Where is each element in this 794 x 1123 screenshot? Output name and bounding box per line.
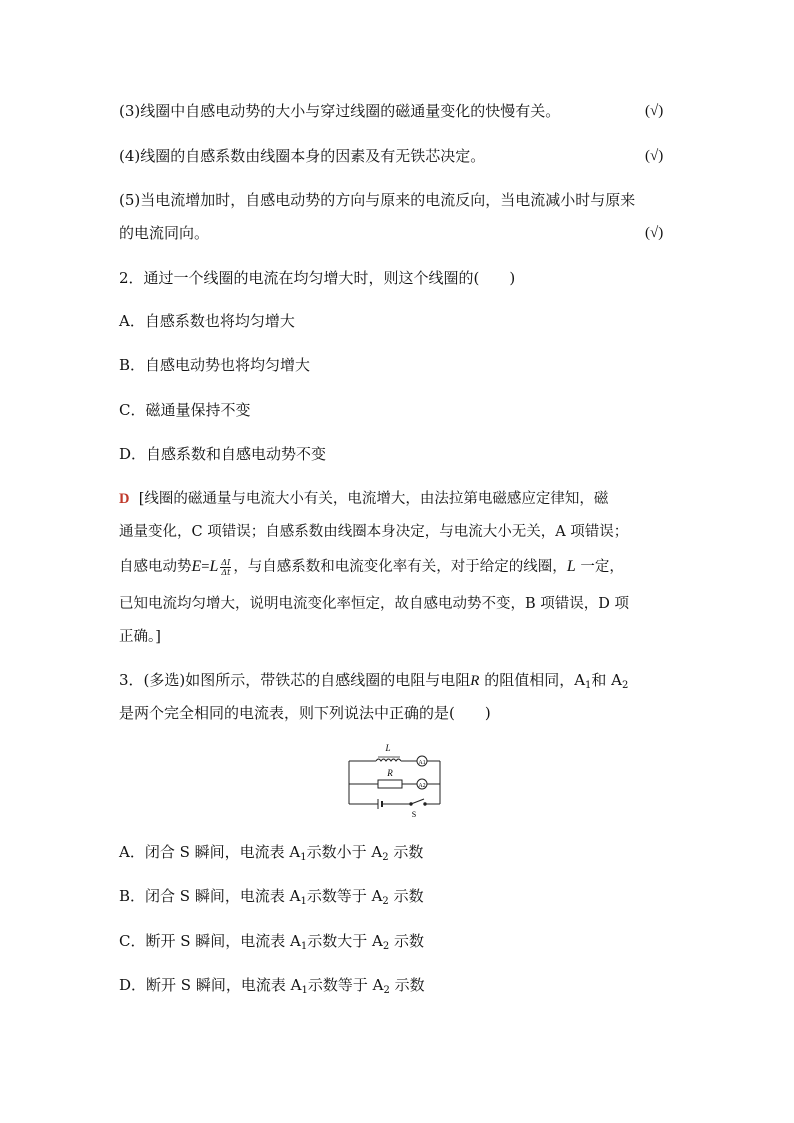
q3-option-d: D．断开 S 瞬间，电流表 $A_1$示数等于 $A_2$ 示数: [119, 976, 425, 996]
q3-option-b: B．闭合 S 瞬间，电流表 $A_1$示数等于 $A_2$ 示数: [119, 887, 424, 907]
q1-item-3: (3)线圈中自感电动势的大小与穿过线圈的磁通量变化的快慢有关。: [119, 102, 561, 120]
q2-explanation-line4: 已知电流均匀增大，说明电流变化率恒定，故自感电动势不变，B 项错误，D 项: [119, 596, 629, 612]
q1-item-4-mark: (√): [645, 148, 664, 164]
label-s: S: [411, 810, 417, 819]
q2-option-b: B．自感电动势也将均匀增大: [119, 356, 311, 374]
label-r: R: [387, 768, 393, 778]
label-a1: A1: [418, 760, 426, 766]
q2-option-c: C．磁通量保持不变: [119, 401, 251, 419]
q2-explanation-line2: 通量变化，C 项错误；自感系数由线圈本身决定，与电流大小无关，A 项错误；: [119, 524, 629, 540]
q3-stem-line2: 是两个完全相同的电流表，则下列说法中正确的是( ): [119, 704, 491, 722]
resistor-r: [378, 780, 402, 788]
label-a2: A2: [418, 783, 426, 789]
q3-stem-line1: 3．(多选)如图所示，带铁芯的自感线圈的电阻与电阻R 的阻值相同，$A_1$和 $A_2$: [119, 671, 629, 691]
rate-fraction: $\frac{\Delta I}{\Delta t}$: [221, 557, 231, 577]
q2-stem: 2．通过一个线圈的电流在均匀增大时，则这个线圈的( ): [119, 269, 516, 287]
q1-item-5-line2: 的电流同向。: [119, 224, 210, 242]
q1-item-4: (4)线圈的自感系数由线圈本身的因素及有无铁芯决定。: [119, 147, 486, 165]
q2-explanation-line3: 自感电动势E=L $\frac{\Delta I}{\Delta t}$ ，与自感系数和电流变化率有关，对于给定的线圈，L 一定，: [119, 557, 624, 577]
q1-item-5-line1: (5)当电流增加时，自感电动势的方向与原来的电流反向，当电流减小时与原来: [119, 191, 636, 209]
q2-explanation-line1: D [线圈的磁通量与电流大小有关，电流增大，由法拉第电磁感应定律知，磁: [119, 491, 609, 507]
inductor-coil: [376, 759, 401, 761]
q2-answer-letter: D: [119, 491, 130, 507]
q2-option-a: A．自感系数也将均匀增大: [119, 312, 295, 330]
q2-option-d: D．自感系数和自感电动势不变: [119, 445, 327, 463]
q3-option-a: A．闭合 S 瞬间，电流表 $A_1$示数小于 $A_2$ 示数: [119, 843, 424, 863]
label-l: L: [385, 743, 391, 753]
q1-item-3-mark: (√): [645, 103, 664, 119]
switch-s: [411, 799, 424, 804]
q1-item-5-mark: (√): [645, 225, 664, 241]
circuit-diagram: [340, 738, 446, 820]
q3-option-c: C．断开 S 瞬间，电流表 $A_1$示数大于 $A_2$ 示数: [119, 932, 425, 952]
q2-explanation-line5: 正确。]: [119, 629, 161, 645]
